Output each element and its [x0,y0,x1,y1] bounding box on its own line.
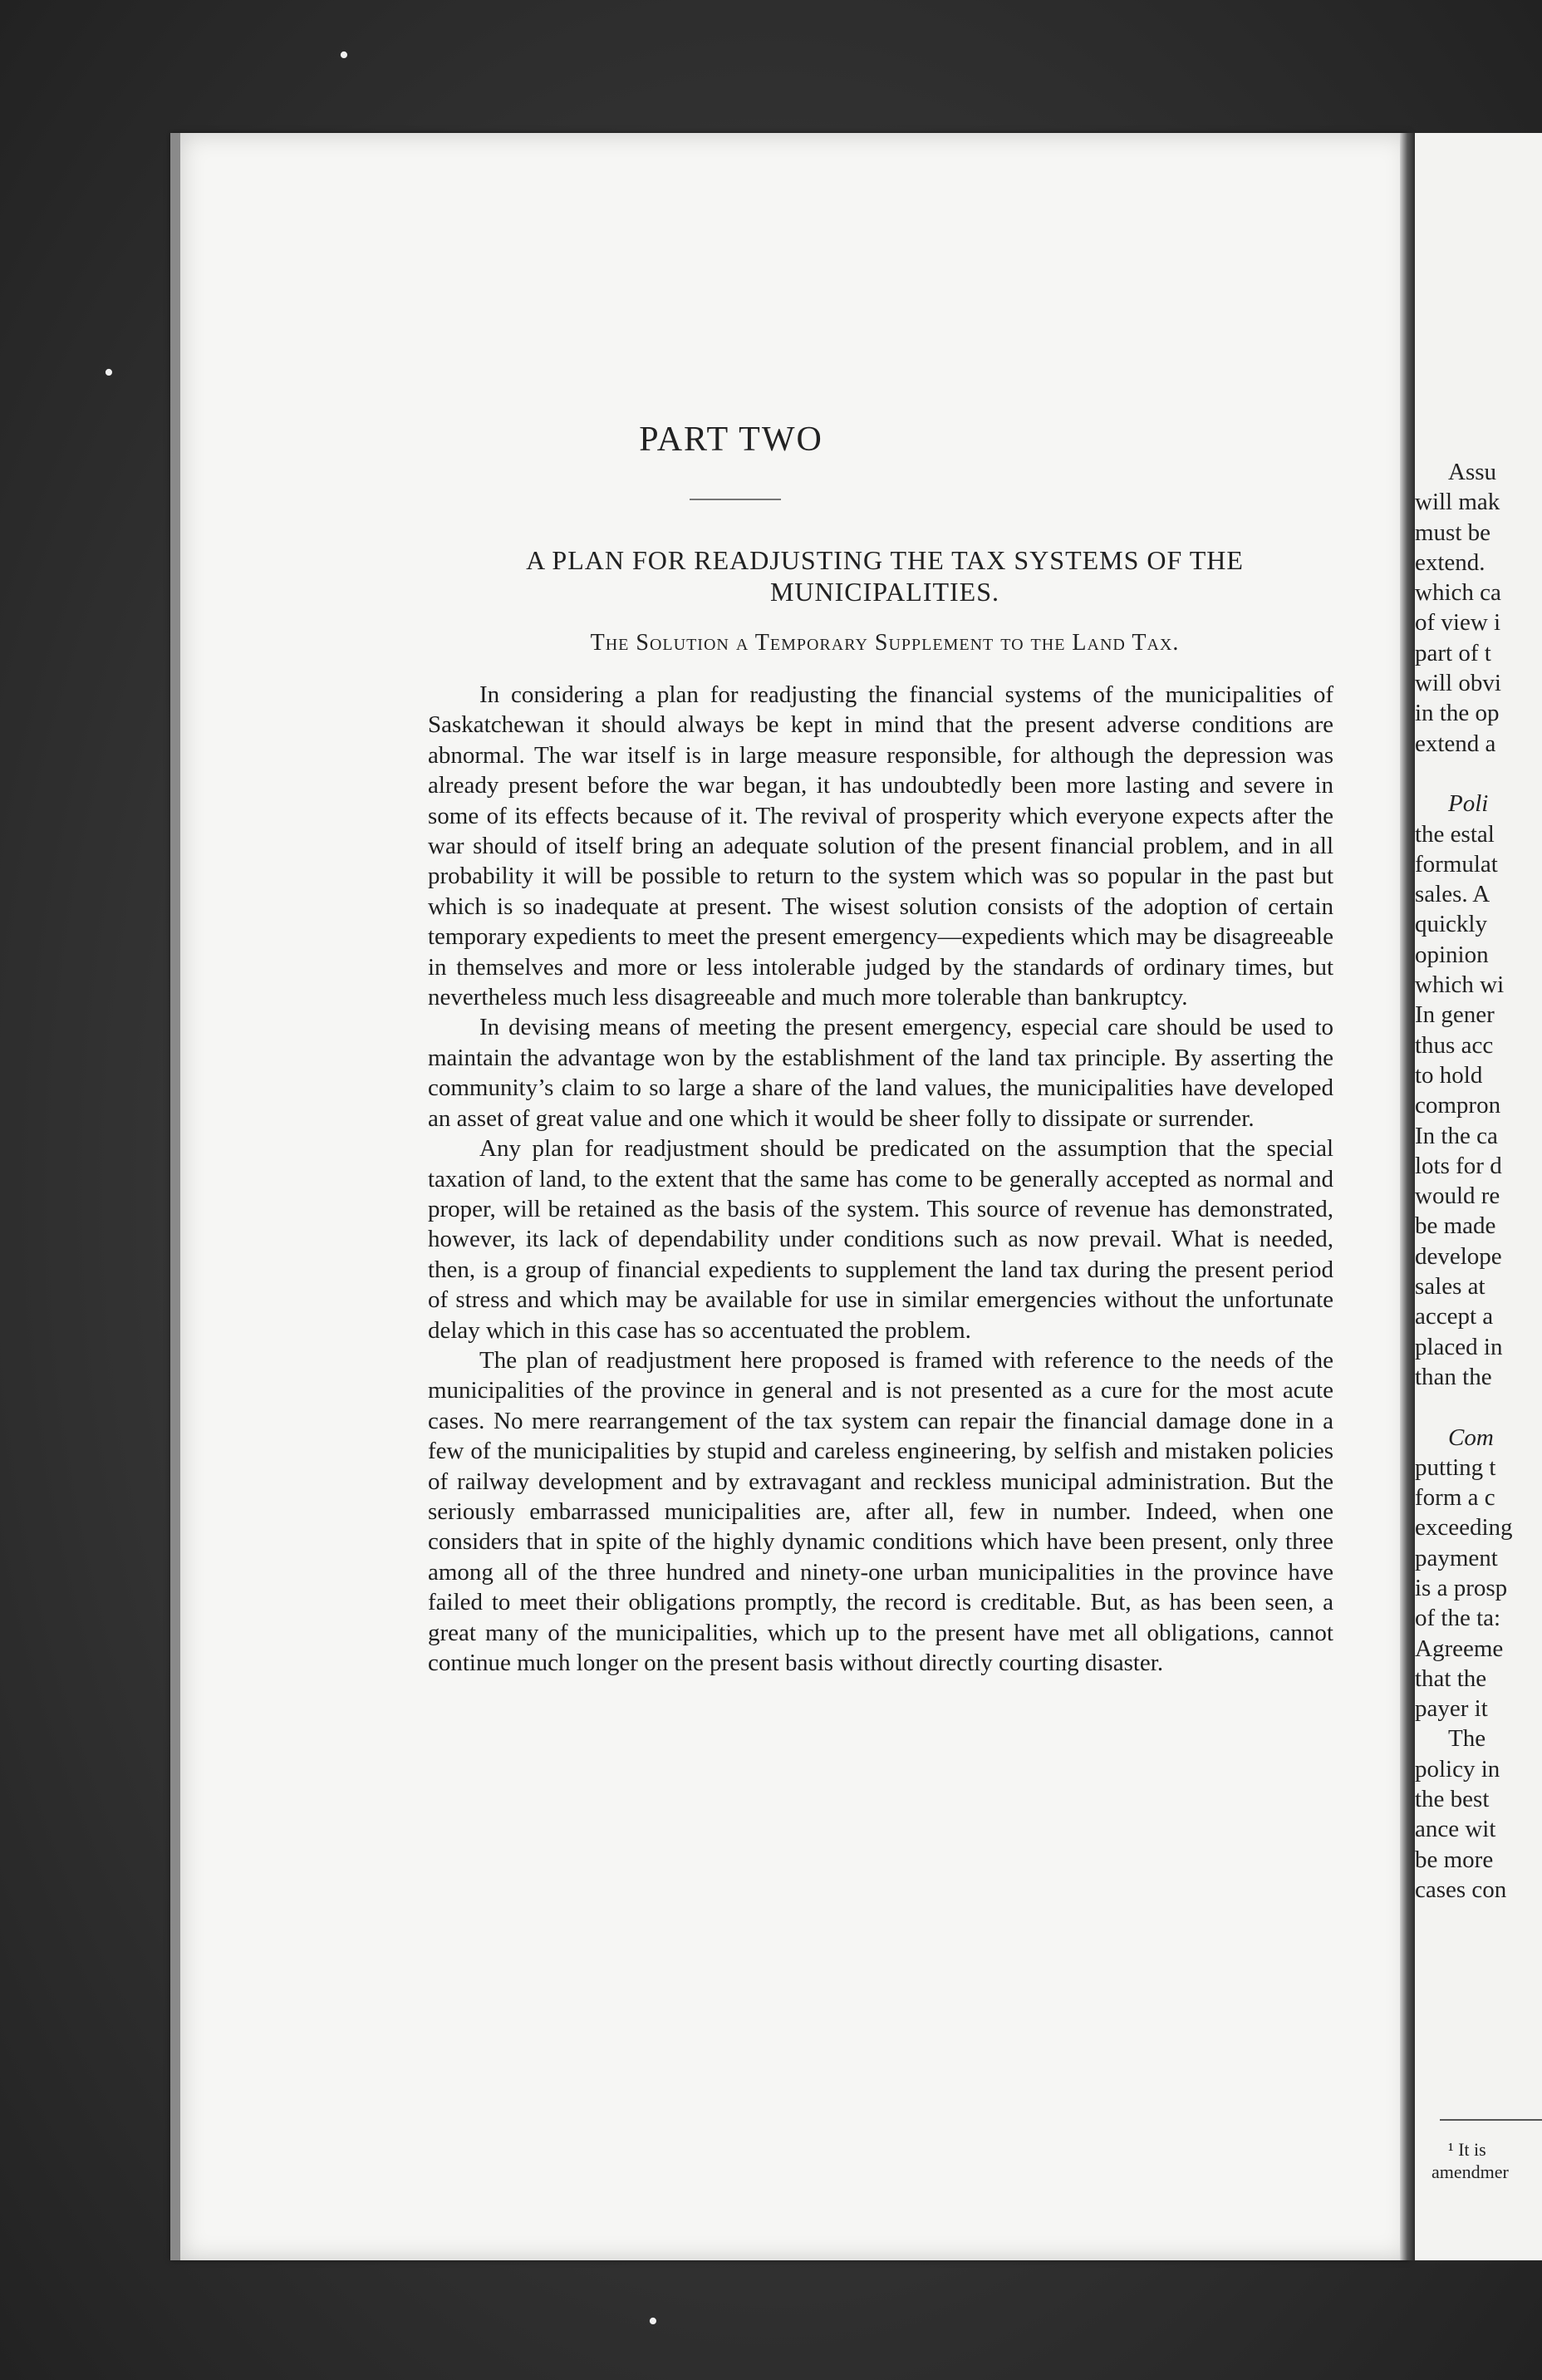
right-line [1415,759,1542,789]
right-line: sales at [1415,1273,1486,1301]
footnote-line: ¹ It is [1448,2139,1486,2160]
part-heading: PART TWO [639,420,823,459]
section-title [415,544,1354,607]
right-line: lots for d [1415,1152,1502,1179]
right-line: opinion [1415,941,1489,968]
right-line: extend a [1415,730,1496,757]
right-line: Com [1448,1424,1494,1451]
paragraph: In considering a plan for readjusting the financial systems of the municipalities of Saskatchewan it should always be kept in mind that the present adverse conditions are abnormal. The war itself is in large measure responsible, for although the depression was already present before the war began, it has undoubtedly been more lasting and severe in some of its effects because of it. The revival of prosperity which everyone expects after the war should of itself bring an adequate solution of the present financial problem, and in all probability it will be possible to return to the system which was so popular in the past but which is so inadequate at present. The wisest solution consists of the adoption of certain temporary expedients to meet the present emergency—expedients which may be disagreeable in themselves and more or less intolerable judged by the standards of ordinary times, but nevertheless much less disagreeable and much more tolerable than bankruptcy. [428,681,1333,1011]
right-line: payer it [1415,1695,1488,1723]
right-line: the estal [1415,820,1495,848]
scan-speck: • [339,40,349,71]
right-line: be more [1415,1846,1494,1873]
right-line: will obvi [1415,670,1501,697]
right-line: than the [1415,1363,1492,1390]
right-line: which wi [1415,971,1505,999]
paragraph: In devising means of meeting the present emergency, especial care should be used to maintain the advantage won by the establishment of the land tax principle. By asserting the community’s claim to so large a share of the land values, the municipalities have developed an asset of great value and one which it would be sheer folly to dissipate or surrender. [428,1014,1333,1132]
footnote-line: amendmer [1432,2161,1509,2182]
right-line: will mak [1415,489,1500,516]
right-page-text [1415,457,1542,1905]
right-line: of the ta: [1415,1605,1501,1632]
section-title-line-2: MUNICIPALITIES. [769,577,1000,607]
scan-speck: • [648,2306,658,2337]
right-line: accept a [1415,1303,1494,1330]
right-line: quickly [1415,911,1487,938]
right-line: would re [1415,1183,1500,1210]
footnote [1432,2138,1509,2183]
right-line: develope [1415,1242,1502,1270]
right-line: to hold [1415,1061,1483,1089]
footnote-rule [1440,2119,1542,2121]
right-line: of view i [1415,609,1501,637]
right-line: must be [1415,519,1491,546]
body-text [428,680,1333,1678]
right-line: be made [1415,1212,1496,1240]
right-line: in the op [1415,700,1500,727]
right-line [1415,1392,1542,1422]
scan-speck: • [104,357,114,388]
right-line: that the [1415,1665,1487,1692]
right-line: cases con [1415,1876,1507,1903]
right-line: In the ca [1415,1122,1498,1149]
right-line: Poli [1448,790,1489,818]
section-title-line-1: A PLAN FOR READJUSTING THE TAX SYSTEMS OF THE [526,545,1244,575]
right-line: placed in [1415,1333,1503,1360]
right-line: exceeding [1415,1514,1513,1542]
right-line: The [1448,1725,1486,1753]
paragraph: Any plan for readjustment should be predicated on the assumption that the special taxation of land, to the extent that the same has come to be generally accepted as normal and proper, will be retained as the basis of the system. This source of revenue has demonstrated, however, its lack of dependability under conditions such as now prevail. What is needed, then, is a group of financial expedients to supplement the land tax during the present period of stress and which may be available for use in similar emergencies without the unfortunate delay which in this case has so accentuated the problem. [428,1135,1333,1344]
right-page [1415,133,1542,2260]
right-line: putting t [1415,1453,1496,1481]
right-line: compron [1415,1092,1501,1119]
section-subtitle: The Solution a Temporary Supplement to the Land Tax. [590,630,1180,656]
right-line: Agreeme [1415,1635,1504,1662]
right-line: ance wit [1415,1816,1496,1843]
right-line: thus acc [1415,1031,1494,1059]
right-line: which ca [1415,579,1501,607]
right-line: extend. [1415,548,1486,576]
right-line: payment [1415,1544,1498,1571]
paragraph: The plan of readjustment here proposed is framed with reference to the needs of the municipalities of the province in general and is not presented as a cure for the most acute cases. No mere rearrangement of the tax system can repair the financial damage done in a few of the municipalities by stupid and careless engineering, by selfish and mistaken policies of railway development and by extravagant and reckless municipal administration. But the seriously embarrassed municipalities are, after all, few in number. Indeed, when one considers that in spite of the highly dynamic conditions which have been present, only three among all of the three hundred and ninety-one urban municipalities in the province have failed to meet their obligations promptly, the record is creditable. But, as has been seen, a great many of the municipalities, which up to the present have met all obligations, cannot continue much longer on the present basis without directly courting disaster. [428,1346,1333,1676]
right-line: sales. A [1415,881,1490,908]
right-line: policy in [1415,1755,1500,1783]
right-line: part of t [1415,639,1491,666]
heading-divider [690,499,781,500]
right-line: the best [1415,1786,1490,1813]
right-line: Assu [1448,459,1497,485]
book-gutter [1400,133,1415,2260]
right-line: In gener [1415,1001,1495,1029]
right-line: form a c [1415,1484,1495,1512]
right-line: formulat [1415,850,1498,878]
right-line: is a prosp [1415,1574,1508,1601]
